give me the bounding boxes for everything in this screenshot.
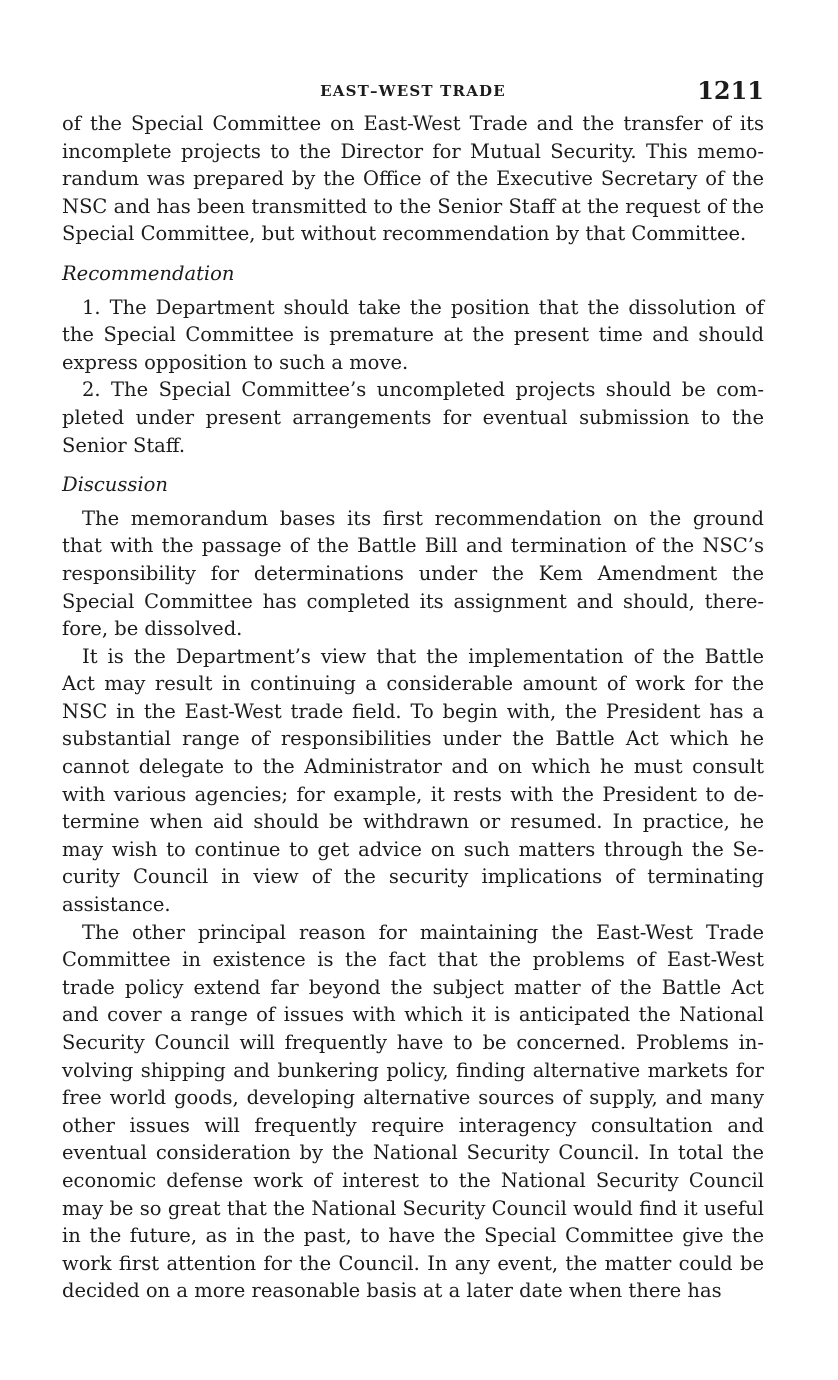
document-page: [62, 76, 764, 1305]
discussion-heading: Discussion: [62, 473, 168, 497]
body-text: [62, 110, 764, 1305]
recommendation-item: 2. The Special Committee’s uncompleted projects should be completed under present arrangements for eventual submission to the Senior Staff.: [62, 378, 764, 457]
discussion-paragraph: It is the Department’s view that the implementation of the Battle Act may result in continuing a considerable amount of work for the NSC in the East-West trade field. To begin with, the President has a substantial range of responsibilities under the Battle Act which he cannot delegate to the Administrator and on which he must consult with various agencies; for example, it rests with the President to determine when aid should be withdrawn or resumed. In practice, he may wish to continue to get advice on such matters through the Security Council in view of the security implications of terminating assistance.: [62, 644, 764, 917]
discussion-paragraph: The other principal reason for maintaining the East-West Trade Committee in existence is the fact that the problems of East-West trade policy extend far beyond the subject matter of the Battle Act and cover a range of issues with which it is anticipated the National Security Council will frequently have to be concerned. Problems involving shipping and bunkering policy, finding alternative markets for free world goods, developing alternative sources of supply, and many other issues will frequently require interagency consultation and eventual consideration by the National Security Council. In total the economic defense work of interest to the National Security Council may be so great that the National Security Council would find it useful in the future, as in the past, to have the Special Committee give the work first attention for the Council. In any event, the matter could be decided on a more reasonable basis at a later date when there has: [62, 920, 764, 1303]
recommendation-list: [62, 294, 764, 460]
page-number: 1211: [697, 76, 764, 105]
discussion-paragraph: The memorandum bases its first recommendation on the ground that with the passage of the Battle Bill and termination of the NSC’s responsibility for determinations under the Kem Amendment the Special Committee has completed its assignment and should, therefore, be dissolved.: [62, 506, 764, 641]
running-title: EAST–WEST TRADE: [320, 82, 506, 100]
recommendation-heading: Recommendation: [62, 261, 235, 285]
running-header: [62, 76, 764, 110]
intro-paragraph: of the Special Committee on East-West Trade and the transfer of its incomplete projects to the Director for Mutual Security. This memorandum was prepared by the Office of the Executive Secretary of the NSC and has been transmitted to the Senior Staff at the request of the Special Committee, but without recommendation by that Committee.: [62, 112, 764, 246]
recommendation-item: 1. The Department should take the position that the dissolution of the Special Committee is premature at the present time and should express opposition to such a move.: [62, 295, 764, 374]
